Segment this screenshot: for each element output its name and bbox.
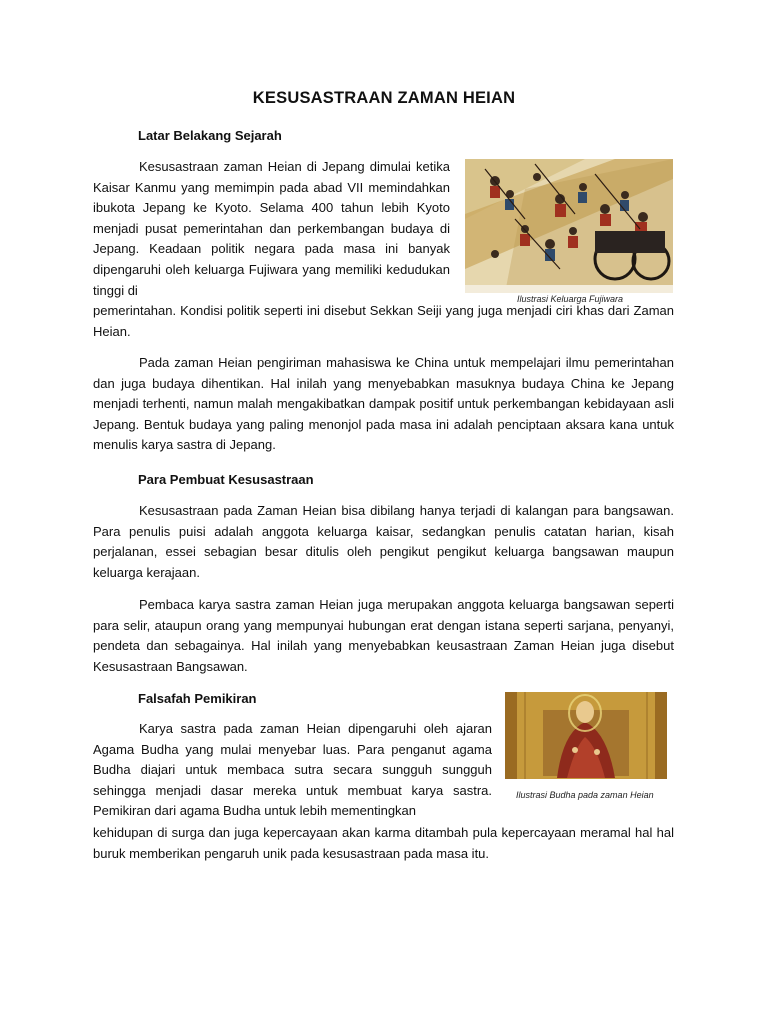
paragraph-latar-1: Kesusastraan zaman Heian di Jepang dimulai ketika Kaisar Kanmu yang memimpin pada abad VII memindahkan ibukota Jepang ke Kyoto. Selama 400 tahun lebih Kyoto menjadi pusat pemerintahan dan perkembangan budaya di Jepang. Keadaan politik negara pada masa ini banyak dipengaruhi oleh keluarga Fujiwara yang memiliki kedudukan tinggi di	[93, 159, 450, 298]
buddha-painting-image	[505, 692, 667, 779]
page-title: KESUSASTRAAN ZAMAN HEIAN	[252, 89, 516, 107]
paragraph-pembuat-2: Pembaca karya sastra zaman Heian juga merupakan anggota keluarga bangsawan seperti para selir, ataupun orang yang mempunyai hubungan erat dengan istana seperti sarjana, penyanyi, pendeta dan sebagainya. Hal inilah yang menyebabkan keusastraan Zaman Heian juga disebut Kesusastraan Bangsawan.	[93, 597, 674, 674]
section-heading-falsafah: Falsafah Pemikiran	[138, 691, 257, 706]
budha-caption: Ilustrasi Budha pada zaman Heian	[516, 790, 654, 800]
paragraph-falsafah-1: Karya sastra pada zaman Heian dipengaruhi oleh ajaran Agama Budha yang mulai menyebar luas. Para penganut agama Budha diajari untuk membaca sutra secara sungguh sungguh sehingga menjadi dasar mereka untuk membuat karya sastra. Pemikiran dari agama Budha untuk lebih mementingkan	[93, 721, 492, 819]
section-heading-latar: Latar Belakang Sejarah	[138, 128, 282, 143]
fujiwara-illustration	[465, 159, 673, 293]
paragraph-pembuat-1: Kesusastraan pada Zaman Heian bisa dibilang hanya terjadi di kalangan para bangsawan. Para penulis puisi adalah anggota keluarga kaisar, sedangkan penulis catatan harian, kisah perjalanan, essei sebagian besar ditulis oleh pengikut pengikut keluarga bangsawan maupun keluarga kerajaan.	[93, 503, 674, 580]
battle-scroll-image	[465, 159, 673, 293]
budha-illustration	[505, 692, 667, 779]
paragraph-falsafah-1-continued: kehidupan di surga dan juga kepercayaan akan karma ditambah pula kepercayaan meramal hal hal buruk memberikan pengaruh unik pada kesusastraan pada masa itu.	[93, 825, 674, 861]
paragraph-latar-2: Pada zaman Heian pengiriman mahasiswa ke China untuk mempelajari ilmu pemerintahan dan juga budaya dihentikan. Hal inilah yang menyebabkan masuknya budaya China ke Jepang menjadi terhenti, namun malah mengakibatkan dampak positif untuk perkembangan kebidayaan asli Jepang. Bentuk budaya yang paling menonjol pada masa ini adalah penciptaan aksara kana untuk menulis karya sastra di Jepang.	[93, 355, 674, 453]
fujiwara-caption: Ilustrasi Keluarga Fujiwara	[517, 294, 624, 304]
paragraph-latar-1-continued: pemerintahan. Kondisi politik seperti ini disebut Sekkan Seiji yang juga menjadi ciri khas dari Zaman Heian.	[93, 303, 674, 339]
section-heading-pembuat: Para Pembuat Kesusastraan	[138, 472, 314, 487]
